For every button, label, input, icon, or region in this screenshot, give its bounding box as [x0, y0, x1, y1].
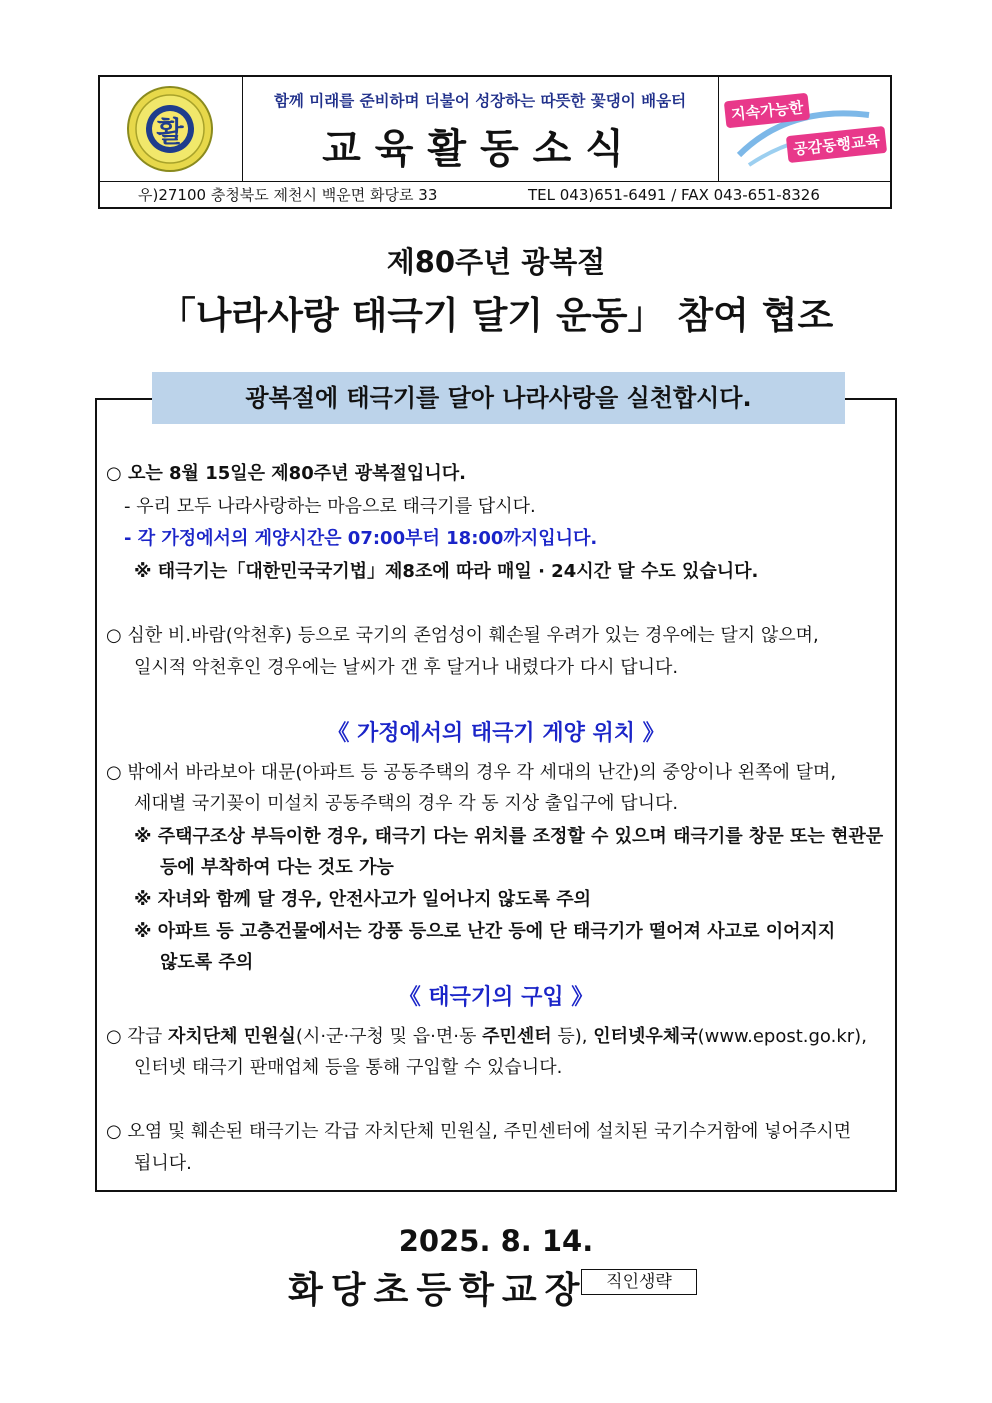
newsletter-title: 교육활동소식 — [322, 126, 638, 172]
p1-sub2: - 각 가정에서의 게양시간은 07:00부터 18:00까지입니다. — [124, 528, 598, 549]
education-badge — [718, 77, 891, 181]
p3-line2: 세대별 국기꽂이 미설치 공동주택의 경우 각 동 지상 출입구에 답니다. — [134, 793, 679, 814]
logo-cell — [100, 77, 243, 181]
emblem-text: 활 — [156, 115, 184, 148]
section-heading-location: 《 가정에서의 태극기 게양 위치 》 — [327, 721, 665, 746]
p2-line1: ○ 심한 비.바람(악천후) 등으로 국기의 존엄성이 훼손될 우려가 있는 경우에는 달지 않으며, — [106, 625, 819, 646]
document-title: 「나라사랑 태극기 달기 운동」 참여 협조 — [158, 294, 834, 337]
p1-sub1: - 우리 모두 나라사랑하는 마음으로 태극기를 답시다. — [124, 496, 536, 517]
p4-part-e: 등), — [551, 1026, 594, 1047]
address-row — [100, 181, 890, 208]
note1-line1: ※ 주택구조상 부득이한 경우, 태극기 다는 위치를 조정할 수 있으며 태극기를 창문 또는 현관문 — [134, 826, 884, 847]
p4-part-g: (www.epost.go.kr), — [697, 1026, 867, 1047]
box-top-border-right — [845, 398, 897, 400]
issue-date: 2025. 8. 14. — [398, 1224, 594, 1258]
note3-line2: 않도록 주의 — [160, 952, 254, 973]
p4-part-b: 자치단체 민원실 — [167, 1026, 296, 1047]
section-heading-purchase: 《 태극기의 구입 》 — [398, 985, 594, 1010]
badge-empathy: 공감동행교육 — [786, 126, 887, 163]
p5-line1: ○ 오염 및 훼손된 태극기는 각급 자치단체 민원실, 주민센터에 설치된 국기수거함에 넣어주시면 — [106, 1121, 852, 1142]
school-header — [98, 75, 892, 209]
note3-line1: ※ 아파트 등 고층건물에서는 강풍 등으로 난간 등에 단 태극기가 떨어져 사고로 이어지지 — [134, 921, 836, 942]
p4-part-f: 인터넷우체국 — [593, 1026, 698, 1047]
badge-sustainable: 지속가능한 — [724, 93, 811, 129]
p4-line2: 인터넷 태극기 판매업체 등을 통해 구입할 수 있습니다. — [134, 1057, 563, 1078]
seal-omitted-box: 직인생략 — [581, 1269, 697, 1295]
p2-line2: 일시적 악천후인 경우에는 날씨가 갠 후 달거나 내렸다가 다시 답니다. — [134, 657, 679, 678]
principal-name: 화당초등학교장 — [288, 1270, 588, 1311]
p1-note: ※ 태극기는「대한민국국기법」제8조에 따라 매일 · 24시간 달 수도 있습니다. — [134, 561, 759, 582]
p4-part-c: (시·군·구청 및 읍·면·동 — [295, 1026, 483, 1047]
p1-main: ○ 오는 8월 15일은 제80주년 광복절입니다. — [106, 463, 466, 484]
school-contact: TEL 043)651-6491 / FAX 043-651-8326 — [528, 186, 820, 204]
headline-banner: 광복절에 태극기를 달아 나라사랑을 실천합시다. — [152, 372, 845, 424]
note1-line2: 등에 부착하여 다는 것도 가능 — [160, 857, 394, 878]
p4-part-d: 주민센터 — [482, 1026, 552, 1047]
p5-line2: 됩니다. — [134, 1153, 192, 1174]
p4-part-a: ○ 각급 — [106, 1026, 168, 1047]
school-address: 우)27100 충청북도 제천시 백운면 화당로 33 — [138, 186, 438, 204]
p4-line1 — [106, 1022, 867, 1048]
school-slogan: 함께 미래를 준비하며 더불어 성장하는 따뜻한 꽃댕이 배움터 — [273, 92, 687, 110]
document-subtitle: 제80주년 광복절 — [386, 245, 606, 279]
header-title-cell — [242, 77, 718, 181]
note2: ※ 자녀와 함께 달 경우, 안전사고가 일어나지 않도록 주의 — [134, 889, 592, 910]
p3-line1: ○ 밖에서 바라보아 대문(아파트 등 공동주택의 경우 각 세대의 난간)의 중앙이나 왼쪽에 달며, — [106, 762, 837, 783]
box-top-border-left — [95, 398, 152, 400]
